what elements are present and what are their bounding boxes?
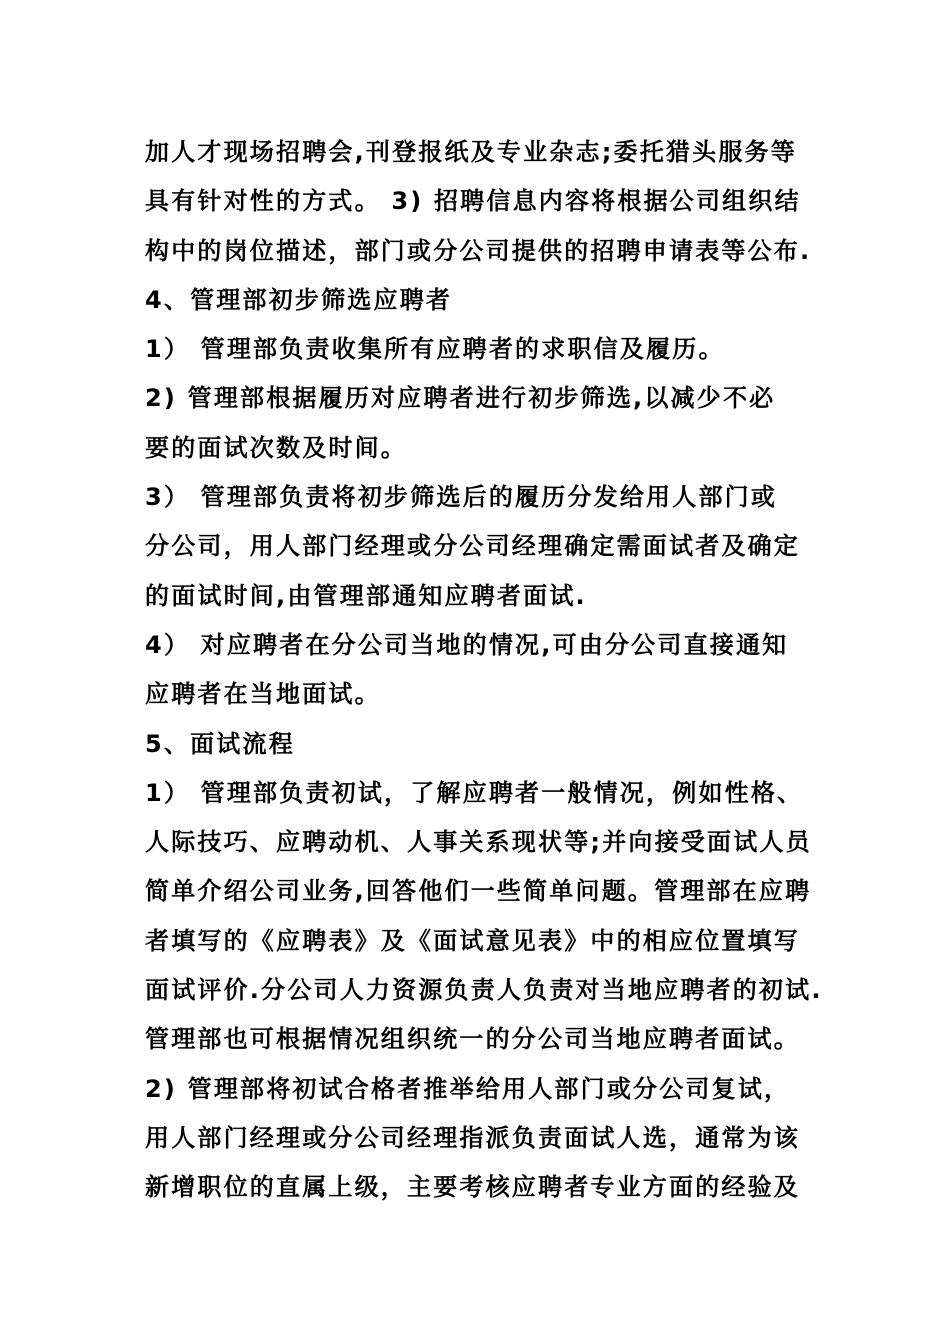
section-heading: 4、管理部初步筛选应聘者 bbox=[145, 285, 453, 314]
text-line: 要的面试次数及时间。 bbox=[145, 433, 407, 462]
text-line: 用人部门经理或分公司经理指派负责面试人选，通常为该 bbox=[145, 1123, 800, 1152]
text-line: 应聘者在当地面试。 bbox=[145, 680, 381, 709]
text-line: 简单介绍公司业务,回答他们一些简单问题。管理部在应聘 bbox=[145, 877, 812, 906]
text-line: 1） 管理部负责收集所有应聘者的求职信及履历。 bbox=[145, 335, 725, 364]
text-line: 面试评价.分公司人力资源负责人负责对当地应聘者的初试. bbox=[145, 976, 823, 1005]
text-line: 具有针对性的方式。 3) 招聘信息内容将根据公司组织结 bbox=[145, 187, 801, 216]
text-line: 分公司，用人部门经理或分公司经理确定需面试者及确定 bbox=[145, 532, 800, 561]
text-line: 1） 管理部负责初试，了解应聘者一般情况，例如性格、 bbox=[145, 778, 804, 807]
text-line: 管理部也可根据情况组织统一的分公司当地应聘者面试。 bbox=[145, 1025, 800, 1054]
text-line: 3） 管理部负责将初步筛选后的履历分发给用人部门或 bbox=[145, 483, 778, 512]
text-line: 构中的岗位描述，部门或分公司提供的招聘申请表等公布. bbox=[145, 236, 812, 265]
text-line: 的面试时间,由管理部通知应聘者面试. bbox=[145, 581, 587, 610]
text-line: 2) 管理部将初试合格者推举给用人部门或分公司复试， bbox=[145, 1074, 791, 1103]
text-line: 4） 对应聘者在分公司当地的情况,可由分公司直接通知 bbox=[145, 630, 789, 659]
text-line: 加人才现场招聘会,刊登报纸及专业杂志;委托猎头服务等 bbox=[145, 138, 797, 166]
text-line: 者填写的《应聘表》及《面试意见表》中的相应位置填写 bbox=[145, 926, 800, 955]
body-text bbox=[145, 128, 825, 1213]
section-heading: 5、面试流程 bbox=[145, 729, 295, 758]
text-line: 新增职位的直属上级，主要考核应聘者专业方面的经验及 bbox=[145, 1173, 800, 1202]
text-line: 2) 管理部根据履历对应聘者进行初步筛选,以减少不必 bbox=[145, 384, 776, 413]
text-line: 人际技巧、应聘动机、人事关系现状等;并向接受面试人员 bbox=[145, 828, 812, 857]
